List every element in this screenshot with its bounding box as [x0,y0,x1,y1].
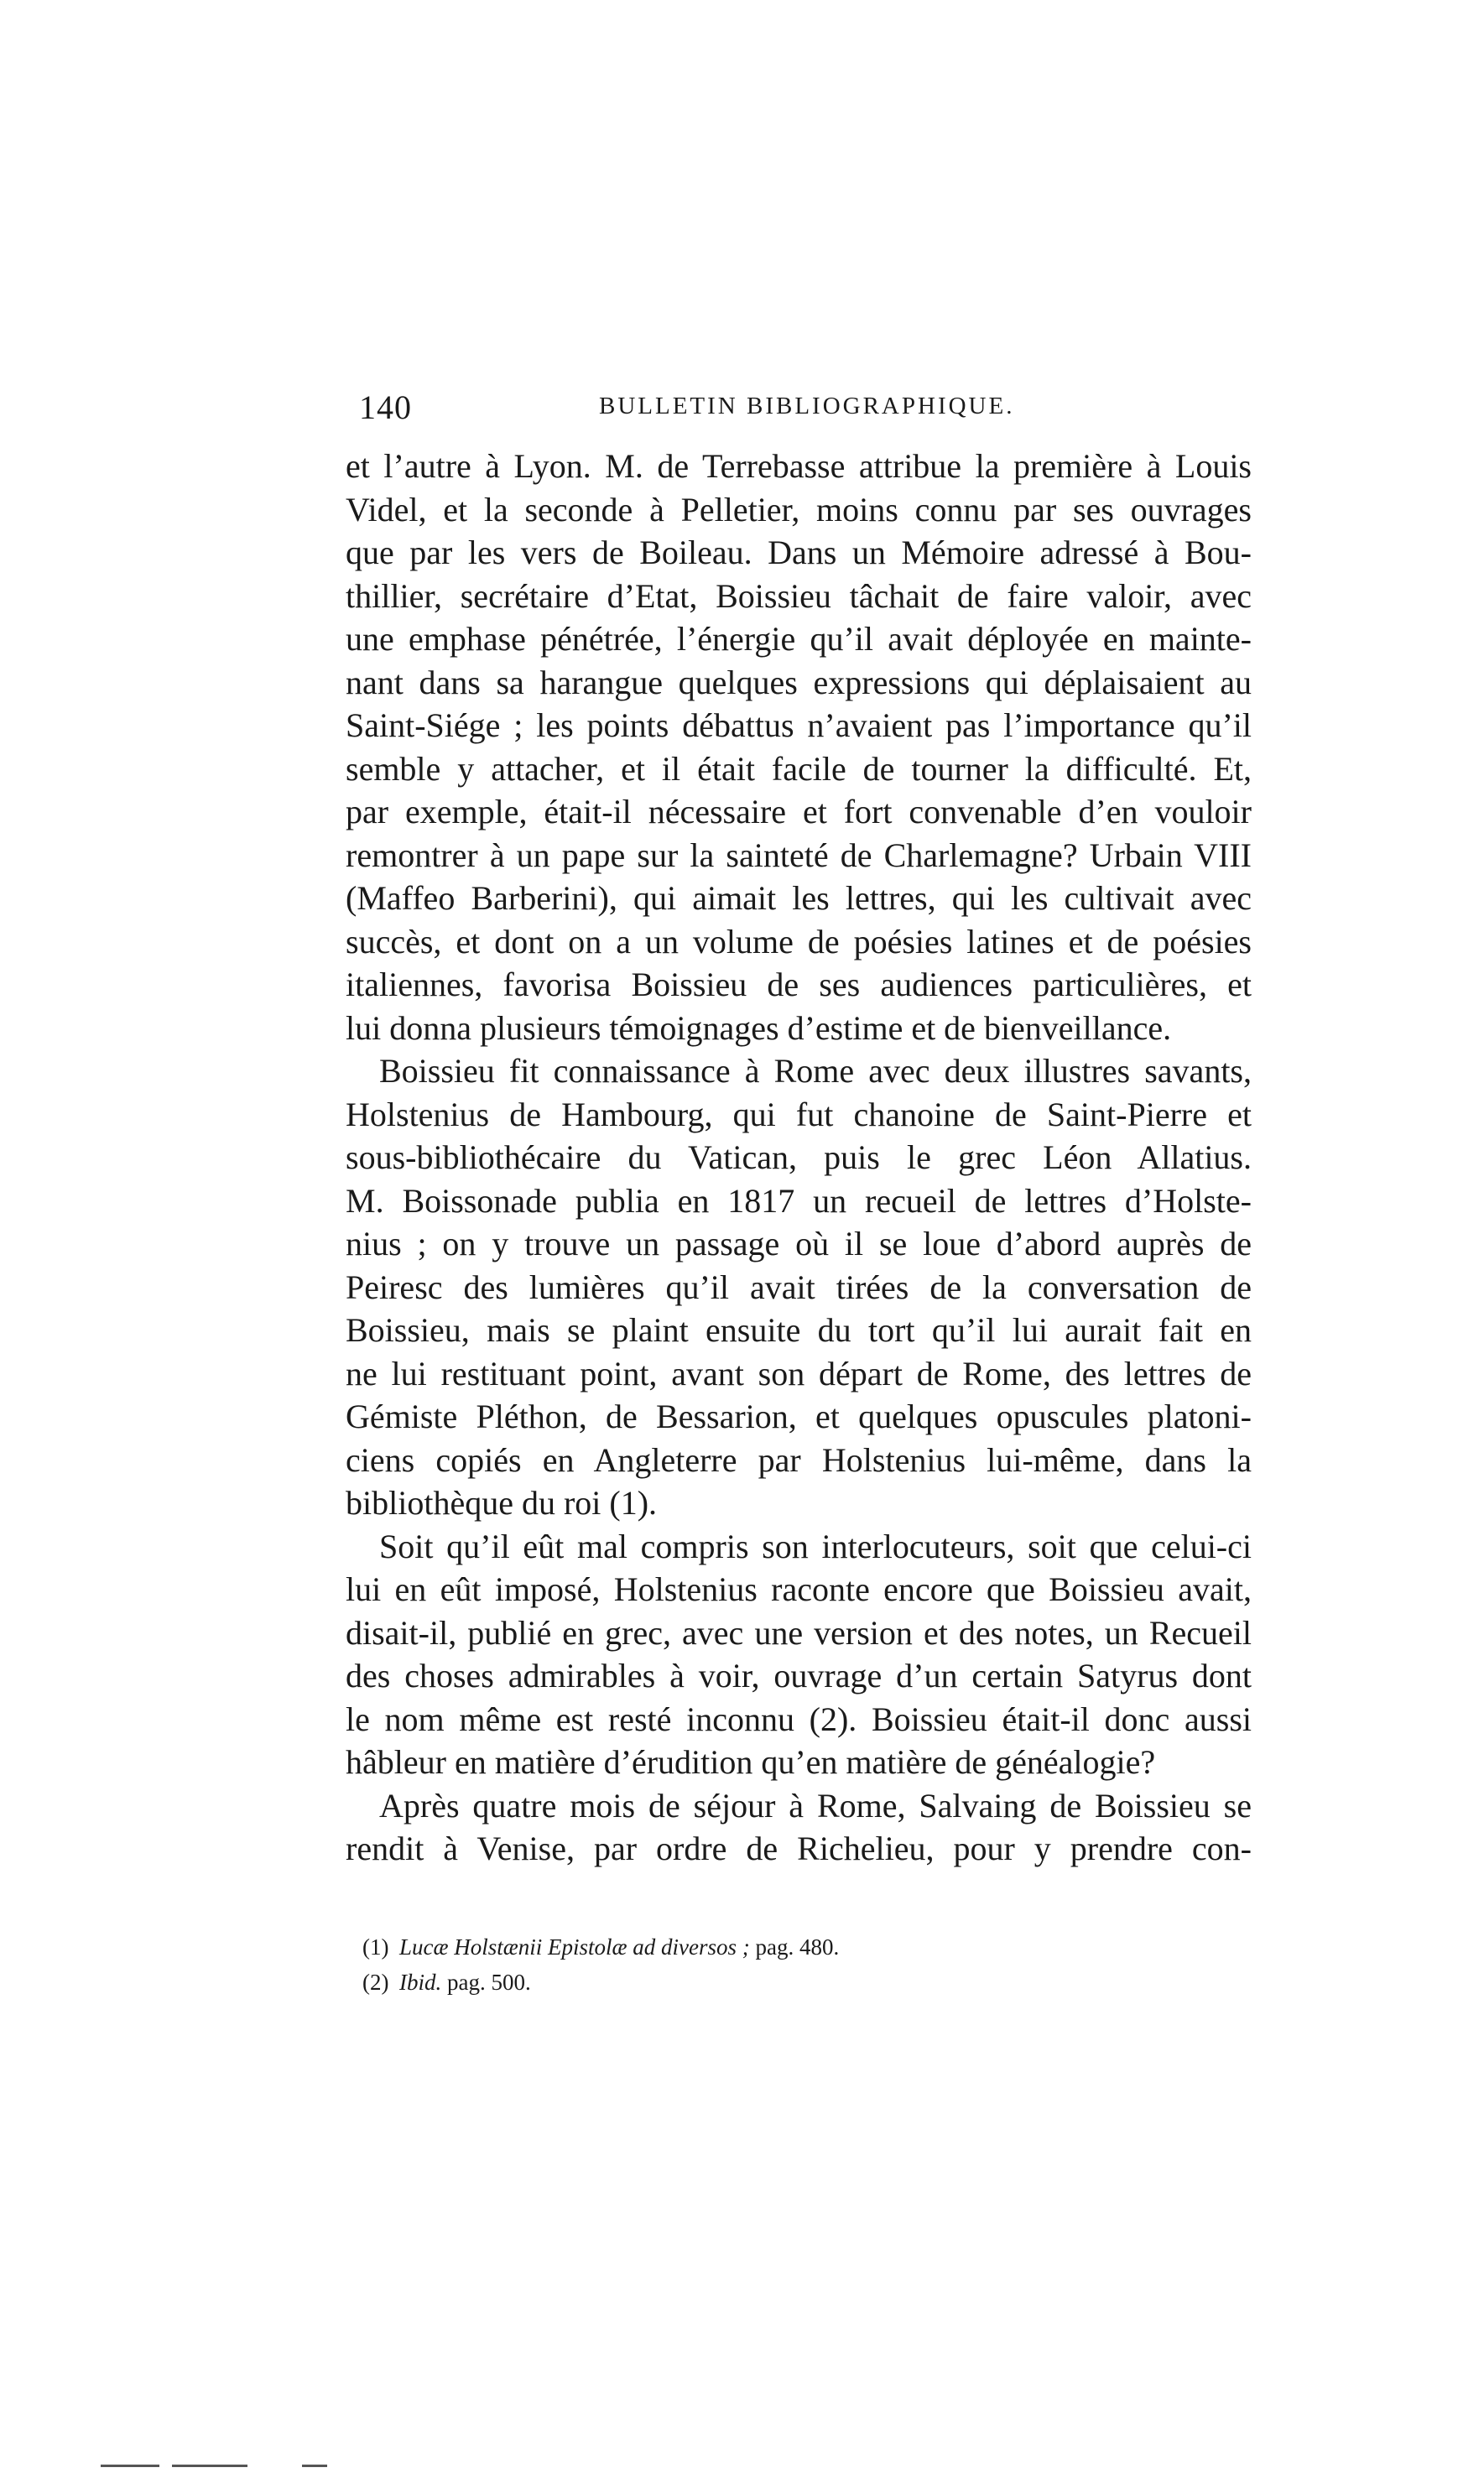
text-line: remontrer à un pape sur la sainteté de Charlemagne? Urbain VIII [346,836,1252,874]
bottom-rule-segment [172,2465,247,2467]
text-line: M. Boissonade publia en 1817 un recueil de lettres d’Holste- [346,1181,1252,1220]
text-line: Saint-Siége ; les points débattus n’avaient pas l’importance qu’il [346,706,1252,744]
text-line: des choses admirables à voir, ouvrage d’un certain Satyrus dont [346,1657,1252,1695]
text-line: succès, et dont on a un volume de poésies latines et de poésies [346,922,1252,960]
text-line: nant dans sa harangue quelques expressions qui déplaisaient au [346,663,1252,701]
text-line: ciens copiés en Angleterre par Holstenius lui-même, dans la [346,1440,1252,1479]
text-line: (Maffeo Barberini), qui aimait les lettres, qui les cultivait avec [346,879,1252,917]
text-line: hâbleur en matière d’érudition qu’en matière de généalogie? [346,1743,1156,1781]
text-line: par exemple, était-il nécessaire et fort convenable d’en vouloir [346,793,1252,830]
text-line: thillier, secrétaire d’Etat, Boissieu tâchait de faire valoir, avec [346,576,1252,615]
text-line: Holstenius de Hambourg, qui fut chanoine de Saint-Pierre et [346,1095,1252,1133]
text-line: rendit à Venise, par ordre de Richelieu, pour y prendre con- [346,1830,1252,1867]
text-line: Soit qu’il eût mal compris son interlocuteurs, soit que celui-ci [379,1527,1252,1565]
text-line: semble y attacher, et il était facile de tourner la difficulté. Et, [346,749,1252,788]
page-number: 140 [359,388,412,426]
text-line: ne lui restituant point, avant son départ de Rome, des lettres de [346,1354,1252,1393]
footnote [362,1929,1117,1965]
text-line: lui donna plusieurs témoignages d’estime et de bienveillance. [346,1008,1172,1047]
text-line: lui en eût imposé, Holstenius raconte encore que Boissieu avait, [346,1570,1252,1608]
text-line: une emphase pénétrée, l’énergie qu’il avait déployée en mainte- [346,620,1252,658]
running-title: BULLETIN BIBLIOGRAPHIQUE. [599,393,1015,419]
text-line: italiennes, favorisa Boissieu de ses audiences particulières, et [346,966,1252,1003]
text-line: Videl, et la seconde à Pelletier, moins connu par ses ouvrages [346,490,1252,528]
bottom-rule-segment [302,2465,327,2467]
text-line: que par les vers de Boileau. Dans un Mémoire adressé à Bou- [346,534,1252,571]
text-line: sous-bibliothécaire du Vatican, puis le grec Léon Allatius. [346,1138,1252,1176]
footnotes [362,1929,1117,2000]
text-line: disait-il, publié en grec, avec une version et des notes, un Recueil [346,1613,1252,1652]
footnote-page-ref: pag. 500. [441,1970,531,1995]
running-header [351,388,1273,438]
text-line: bibliothèque du roi (1). [346,1484,658,1522]
text-line: Peiresc des lumières qu’il avait tirées de la conversation de [346,1268,1252,1306]
text-line: le nom même est resté inconnu (2). Boissieu était-il donc aussi [346,1700,1252,1738]
text-line: nius ; on y trouve un passage où il se loue d’abord auprès de [346,1225,1252,1262]
footnote-page-ref: pag. 480. [749,1934,840,1960]
text-line: Après quatre mois de séjour à Rome, Salvaing de Boissieu se [379,1786,1252,1825]
text-line: Boissieu, mais se plaint ensuite du tort qu’il lui aurait fait en [346,1311,1252,1349]
footnote-citation-title: Ibid. [399,1970,442,1995]
text-line: et l’autre à Lyon. M. de Terrebasse attribue la première à Louis [346,447,1252,485]
bottom-rule-segment [101,2465,159,2467]
footnote-citation-title: Lucæ Holstænii Epistolæ ad diversos ; [399,1934,750,1960]
footnote [362,1965,1117,2000]
footnote-number: (1) [362,1934,389,1960]
text-line: Boissieu fit connaissance à Rome avec deux illustres savants, [379,1052,1252,1090]
footnote-number: (2) [362,1970,389,1995]
text-line: Gémiste Pléthon, de Bessarion, et quelques opuscules platoni- [346,1398,1252,1435]
body-text [346,445,1252,1871]
